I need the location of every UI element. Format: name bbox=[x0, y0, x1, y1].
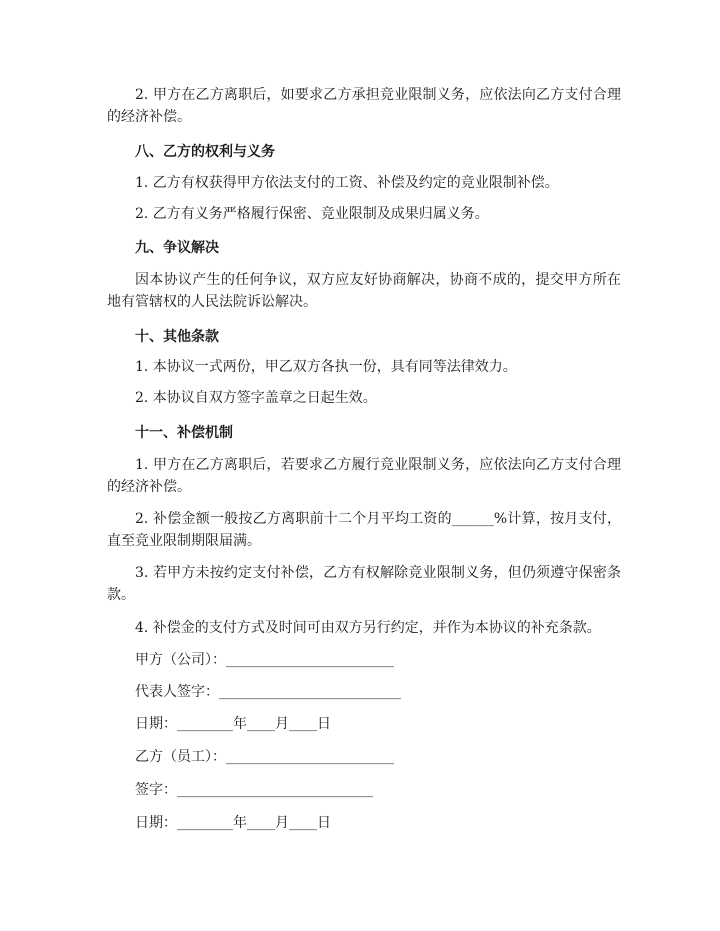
clause-10-2: 2. 本协议自双方签字盖章之日起生效。 bbox=[135, 390, 377, 406]
clause-8-1: 1. 乙方有权获得甲方依法支付的工资、补偿及约定的竞业限制补偿。 bbox=[135, 175, 559, 191]
clause-11-4: 4. 补偿金的支付方式及时间可由双方另行约定，并作为本协议的补充条款。 bbox=[135, 620, 601, 636]
clause-7-2: 2. 甲方在乙方离职后，如要求乙方承担竞业限制义务，应依法向乙方支付合理的经济补偿。 bbox=[107, 87, 621, 125]
party-b-employee-line: 乙方（员工）：________________________ bbox=[135, 749, 394, 765]
section-heading-8: 八、乙方的权利与义务 bbox=[135, 144, 275, 160]
party-b-signature-line: 签字：____________________________ bbox=[135, 782, 373, 798]
party-a-date-line: 日期：________年____月____日 bbox=[135, 716, 331, 732]
clause-11-3: 3. 若甲方未按约定支付补偿，乙方有权解除竞业限制义务，但仍须遵守保密条款。 bbox=[107, 565, 621, 603]
section-heading-11: 十一、补偿机制 bbox=[135, 425, 233, 441]
clause-11-1: 1. 甲方在乙方离职后，若要求乙方履行竞业限制义务，应依法向乙方支付合理的经济补偿。 bbox=[107, 457, 621, 495]
party-b-date-line: 日期：________年____月____日 bbox=[135, 815, 331, 831]
clause-9: 因本协议产生的任何争议，双方应友好协商解决，协商不成的，提交甲方所在地有管辖权的人民法院诉讼解决。 bbox=[107, 272, 621, 310]
representative-signature-line: 代表人签字：__________________________ bbox=[135, 684, 401, 700]
clause-8-2: 2. 乙方有义务严格履行保密、竞业限制及成果归属义务。 bbox=[135, 206, 489, 222]
clause-10-1: 1. 本协议一式两份，甲乙双方各执一份，具有同等法律效力。 bbox=[135, 359, 517, 375]
party-a-company-line: 甲方（公司）：________________________ bbox=[135, 652, 394, 668]
section-heading-9: 九、争议解决 bbox=[135, 240, 219, 256]
clause-11-2: 2. 补偿金额一般按乙方离职前十二个月平均工资的______%计算，按月支付，直至竞业限制期限届满。 bbox=[107, 511, 621, 549]
section-heading-10: 十、其他条款 bbox=[135, 329, 219, 345]
